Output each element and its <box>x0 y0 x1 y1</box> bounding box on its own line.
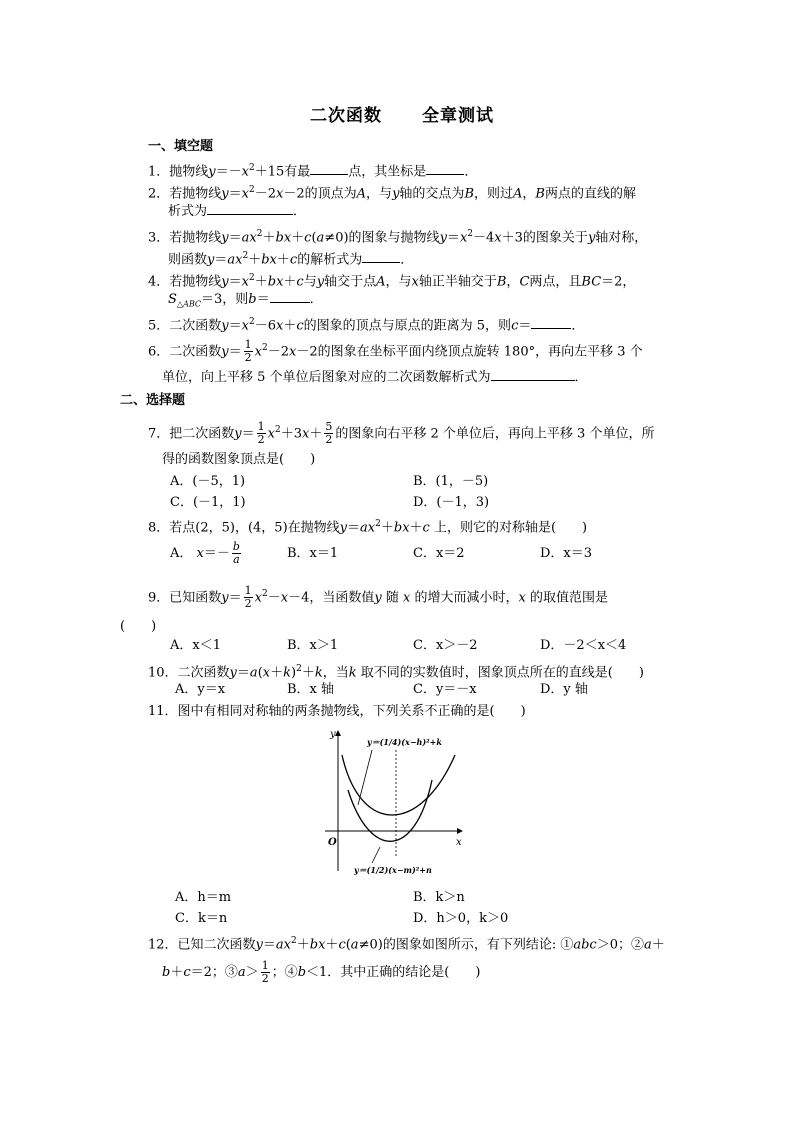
q8-option-a[interactable]: A． x＝－ $\frac{b}{a}$ <box>170 540 240 566</box>
q10-option-c[interactable]: C．y＝－x <box>413 682 477 697</box>
q7-option-b[interactable]: B．(1，－5) <box>413 474 489 489</box>
title-left: 二次函数 <box>310 106 382 126</box>
blank <box>426 162 464 175</box>
q9-option-c[interactable]: C．x＞－2 <box>413 638 478 653</box>
label-pointer-upper <box>358 750 372 805</box>
blank <box>491 368 575 381</box>
question-2: 2．若抛物线$y=x^2-2x-2$的顶点为A，与y轴的交点为B，则过A，B两点的直线的解 <box>148 185 636 202</box>
q10-option-a[interactable]: A．y＝x <box>175 682 226 697</box>
q7-option-d[interactable]: D．(－1，3) <box>413 495 490 510</box>
question-10: 10．二次函数$y=a(x+k)^2+k$，当k 取不同的实数值时，图象顶点所在的直线是( ) <box>148 664 644 681</box>
curve-upper <box>342 755 455 815</box>
question-7: 7．把二次函数y＝ $\frac{1}{2}$ $x^2+3x+$ $\frac{5}{2}$ 的图象向右平移 2 个单位后，再向上平移 3 个单位，所 <box>148 420 655 447</box>
q9-option-d[interactable]: D．－2＜x＜4 <box>540 638 627 653</box>
curve-label-upper: y＝(1/4)(x−h)²+k <box>367 737 442 747</box>
question-8: 8．若点(2，5)，(4，5)在抛物线$y=ax^2+bx+c$ 上，则它的对称轴是( ) <box>148 519 588 536</box>
question-3: 3．若抛物线$y=ax^2+bx+c(a\ne 0)$的图象与抛物线$y=x^2-4x+3$的图象关于y轴对称， <box>148 229 648 246</box>
origin-label: O <box>328 837 337 848</box>
q10-option-d[interactable]: D．y 轴 <box>540 682 588 697</box>
q11-option-b[interactable]: B．k＞n <box>413 890 465 905</box>
blank <box>207 202 293 215</box>
q11-option-d[interactable]: D．h＞0，k＞0 <box>413 911 509 926</box>
question-7-cont: 得的函数图象顶点是( ) <box>162 452 316 467</box>
blank <box>310 162 348 175</box>
section-fill-blank: 一、填空题 <box>148 139 214 154</box>
q10-option-b[interactable]: B．x 轴 <box>287 682 335 697</box>
q8-option-b[interactable]: B．x＝1 <box>287 546 339 561</box>
section-multiple-choice: 二、选择题 <box>120 393 186 408</box>
question-9-paren: ( ) <box>120 619 157 634</box>
q8-option-c[interactable]: C．x＝2 <box>413 546 465 561</box>
question-1: 1．抛物线$y=-x^2+15$有最 点，其坐标是 ． <box>148 163 478 180</box>
curve-label-lower: y＝(1/2)(x−m)²+n <box>354 865 432 875</box>
parabola-figure <box>320 725 470 875</box>
question-2-cont: 析式为 ． <box>168 204 307 219</box>
x-axis-label: x <box>456 837 462 848</box>
q11-option-a[interactable]: A．h＝m <box>175 890 232 905</box>
question-3-cont: 则函数$y=ax^2+bx+c$的解析式为 ． <box>168 251 414 268</box>
blank <box>531 316 571 329</box>
title-right: 全章测试 <box>422 106 494 126</box>
blank <box>270 290 310 303</box>
question-12-cont: b＋c＝2；③a＞ $\frac{1}{2}$ ；④b＜1．其中正确的结论是( ) <box>162 959 481 985</box>
q11-option-c[interactable]: C．k＝n <box>175 911 228 926</box>
question-9: 9．已知函数y＝ $\frac{1}{2}$ $x^2-x-4$，当函数值y 随 x 的增大而减小时，x 的取值范围是 <box>148 584 609 611</box>
q7-option-a[interactable]: A．(－5，1) <box>170 474 246 489</box>
question-6-cont: 单位，向上平移 5 个单位后图象对应的二次函数解析式为 ． <box>162 370 588 385</box>
page-title <box>310 106 494 126</box>
question-4: 4．若抛物线$y=x^2+bx+c$与y轴交于点A，与x轴正半轴交于B，C两点，且BC＝2， <box>148 273 636 290</box>
label-pointer-lower <box>372 847 380 863</box>
q9-option-b[interactable]: B．x＞1 <box>287 638 339 653</box>
blank <box>362 250 400 263</box>
q7-option-c[interactable]: C．(－1，1) <box>170 495 246 510</box>
question-5: 5．二次函数$y=x^2-6x+c$的图象的顶点与原点的距离为 5，则c＝ ． <box>148 317 585 334</box>
q8-option-d[interactable]: D．x＝3 <box>540 546 593 561</box>
question-12: 12．已知二次函数$y=ax^2+bx+c(a\ne 0)$的图象如图所示，有下列结论: ①abc＞0；②a＋ <box>148 936 665 953</box>
q9-option-a[interactable]: A．x＜1 <box>170 638 221 653</box>
curve-lower <box>348 780 432 841</box>
question-6: 6．二次函数y＝ $\frac{1}{2}$ $x^2-2x-2$的图象在坐标平面内绕顶点旋转 180°，再向左平移 3 个 <box>148 338 643 365</box>
question-11: 11．图中有相同对称轴的两条抛物线，下列关系不正确的是( ) <box>148 704 526 719</box>
question-4-cont: $S_{\triangle ABC}=3$，则b＝ ． <box>168 292 323 309</box>
y-axis-label: y <box>330 729 336 740</box>
